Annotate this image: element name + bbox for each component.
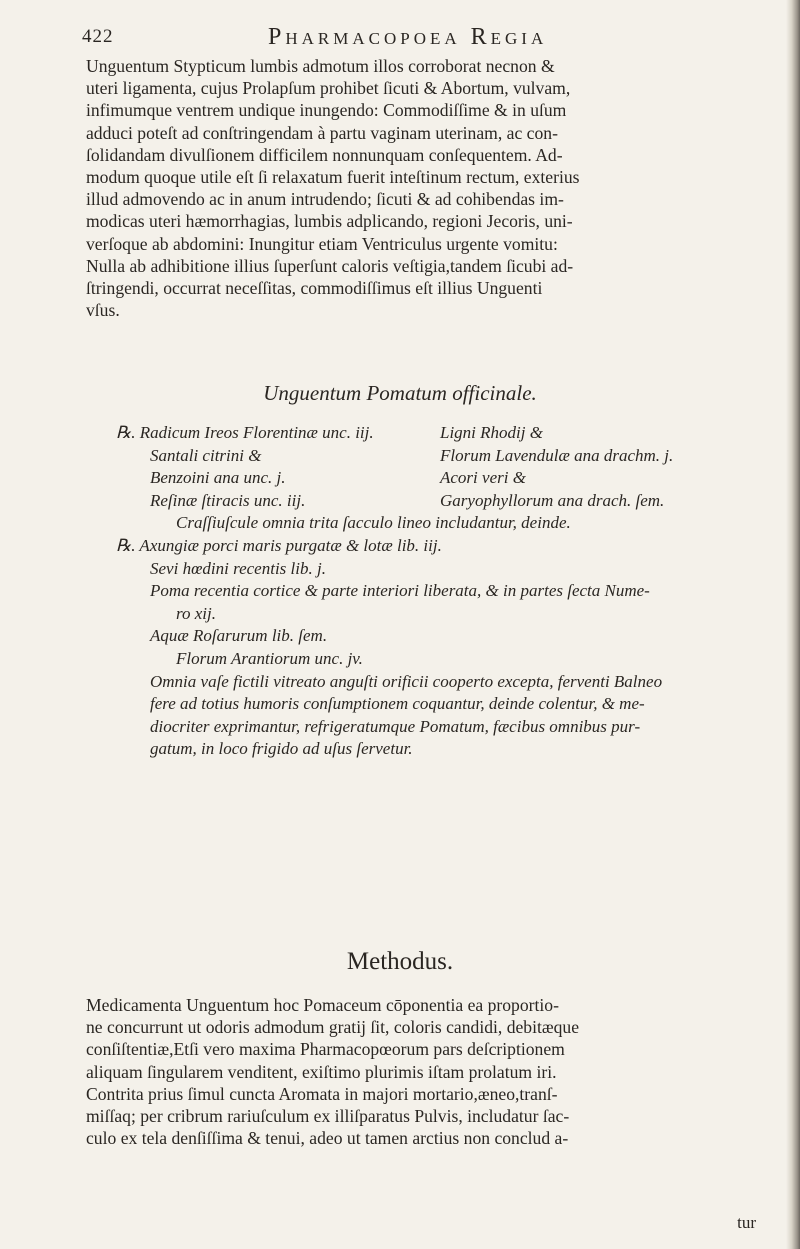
text-line: illud admovendo ac in anum intrudendo; ſicuti & ad cohibendas im- (86, 189, 564, 210)
recipe-ingredient-right: Garyophyllorum ana drach. ſem. (440, 490, 665, 510)
text-line: Unguentum Stypticum lumbis admotum illos corroborat necnon & (86, 56, 555, 76)
text-line: verſoque ab abdomini: Inungitur etiam Ventriculus urgente vomitu: (86, 233, 558, 254)
recipe-instruction: Craſſiuſcule omnia trita ſacculo lineo includantur, deinde. (176, 513, 571, 533)
recipe-ingredient-right: Ligni Rhodij & (440, 423, 543, 442)
recipe-row (116, 467, 776, 490)
recipe-ingredient-left: ℞. Radicum Ireos Florentinæ unc. iij. (116, 423, 374, 442)
recipe-ingredient: ro xij. (176, 603, 216, 623)
method-title: Methodus. (346, 948, 454, 975)
text-line: conſiſtentiæ,Etſi vero maxima Pharmacopœorum pars deſcriptionem (86, 1039, 565, 1060)
recipe-ingredient: ℞. Axungiæ porci maris purgatæ & lotæ lib. iij. (116, 535, 442, 555)
recipe-row (116, 422, 776, 445)
recipe-instruction: Omnia vaſe fictili vitreato anguſti orificii cooperto excepta, ferventi Balneo (150, 671, 663, 691)
recipe-instruction: fere ad totius humoris conſumptionem coquantur, deinde colentur, & me- (150, 694, 645, 714)
text-line: adduci poteſt ad conſtringendam à partu vaginam uterinam, ac con- (86, 122, 558, 143)
page-number: 422 (82, 26, 114, 47)
text-line: culo ex tela denſiſſima & tenui, adeo ut tamen arctius non conclud a- (86, 1128, 569, 1149)
text-line: modicas uteri hæmorrhagias, lumbis adplicando, regioni Jecoris, uni- (86, 211, 573, 232)
text-line: ne concurrunt ut odoris admodum gratij ſit, coloris candidi, debitæque (86, 1017, 580, 1038)
text-line: modum quoque utile eſt ſi relaxatum fuerit inteſtinum rectum, exterius (86, 167, 580, 188)
text-line: ſtringendi, occurrat neceſſitas, commodiſſimus eſt illius Unguenti (86, 278, 543, 299)
recipe-ingredient: Florum Arantiorum unc. jv. (176, 648, 363, 668)
recipe-row (116, 490, 776, 513)
text-line: vſus. (86, 300, 120, 321)
recipe-ingredient-left: Santali citrini & (150, 445, 262, 465)
running-title: Pharmacopoea Regia (268, 24, 548, 50)
text-line: Nulla ab adhibitione illius ſuperſunt caloris veſtigia,tandem ſicubi ad- (86, 255, 574, 276)
recipe-instruction: diocriter exprimantur, refrigeratumque Pomatum, fæcibus omnibus pur- (150, 716, 641, 736)
text-line: infimumque ventrem undique inungendo: Commodiſſime & in uſum (86, 100, 567, 121)
catchword: tur (737, 1213, 756, 1232)
recipe-ingredient-left: Benzoini ana unc. j. (150, 468, 286, 488)
text-line: Contrita prius ſimul cuncta Aromata in majori mortario,æneo,tranſ- (86, 1083, 558, 1104)
paragraph-methodus (86, 994, 766, 1149)
recipe-ingredient: Sevi hœdini recentis lib. j. (150, 558, 326, 578)
recipe-block (116, 422, 776, 761)
text-line: aliquam ſingularem venditent, exiſtimo plurimis iſtam prolatum iri. (86, 1061, 557, 1082)
running-header (60, 24, 760, 52)
recipe-ingredient-right: Acori veri & (440, 468, 526, 488)
recipe-instruction: gatum, in loco frigido ad uſus ſervetur. (150, 739, 413, 759)
text-line: ſolidandam divulſionem difficilem nonnunquam conſequentem. Ad- (86, 144, 563, 165)
text-line: uteri ligamenta, cujus Prolapſum prohibet ſicuti & Abortum, vulvam, (86, 78, 571, 99)
section-title: Unguentum Pomatum officinale. (263, 381, 537, 405)
page-edge-shadow (786, 0, 800, 1249)
text-line: miſſaq; per cribrum rariuſculum ex illiſparatus Pulvis, includatur ſac- (86, 1106, 570, 1127)
recipe-ingredient-left: Reſinæ ſtiracis unc. iij. (150, 490, 306, 510)
recipe-row (116, 445, 776, 468)
recipe-ingredient-right: Florum Lavendulæ ana drachm. j. (440, 445, 674, 465)
paragraph-unguentum-stypticum (86, 55, 766, 321)
recipe-ingredient: Poma recentia cortice & parte interiori liberata, & in partes ſecta Nume- (150, 581, 650, 601)
text-line: Medicamenta Unguentum hoc Pomaceum cōponentia ea proportio- (86, 995, 559, 1015)
recipe-ingredient: Aquæ Roſarurum lib. ſem. (150, 626, 328, 646)
